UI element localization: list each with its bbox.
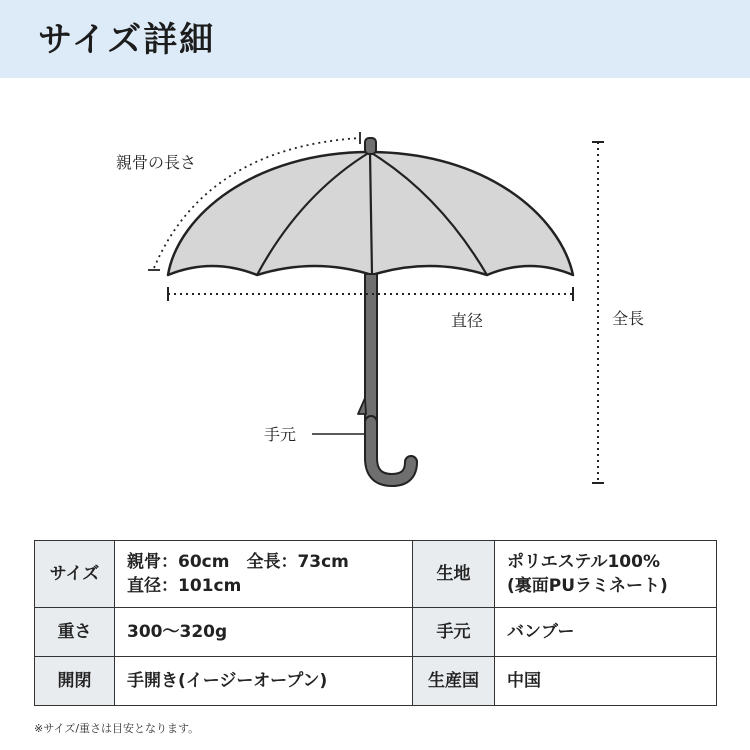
fabric-line-1: ポリエステル100%: [507, 552, 660, 572]
handle-header: 手元: [413, 608, 495, 657]
page-title: サイズ詳細: [38, 20, 216, 60]
size-line-2: 直径：101cm: [127, 576, 242, 596]
umbrella-tip: [365, 138, 376, 154]
size-line-1: 親骨：60cm 全長：73cm: [127, 552, 349, 572]
umbrella-runner: [358, 398, 366, 414]
table-row: [35, 608, 717, 657]
opening-value: 手開き(イージーオープン): [115, 657, 413, 706]
fabric-cell: [495, 541, 717, 608]
umbrella-diagram: [0, 78, 750, 528]
size-header: サイズ: [35, 541, 115, 608]
weight-header: 重さ: [35, 608, 115, 657]
handle-label: 手元: [264, 425, 297, 444]
diameter-label: 直径: [451, 311, 484, 330]
footnote: ※サイズ/重さは目安となります。: [34, 722, 200, 735]
origin-header: 生産国: [413, 657, 495, 706]
fabric-line-2: (裏面PUラミネート): [507, 576, 668, 596]
header-band: [0, 0, 750, 78]
total-length-label: 全長: [612, 309, 645, 328]
origin-value: 中国: [495, 657, 717, 706]
fabric-header: 生地: [413, 541, 495, 608]
umbrella-shaft: [365, 274, 377, 424]
handle-value: バンブー: [495, 608, 717, 657]
table-row: [35, 657, 717, 706]
size-cell: [115, 541, 413, 608]
table-row: [35, 541, 717, 608]
opening-header: 開閉: [35, 657, 115, 706]
weight-value: 300～320g: [115, 608, 413, 657]
umbrella-illustration: [0, 78, 750, 528]
spec-table: [34, 540, 717, 706]
rib-length-label: 親骨の長さ: [116, 153, 197, 172]
